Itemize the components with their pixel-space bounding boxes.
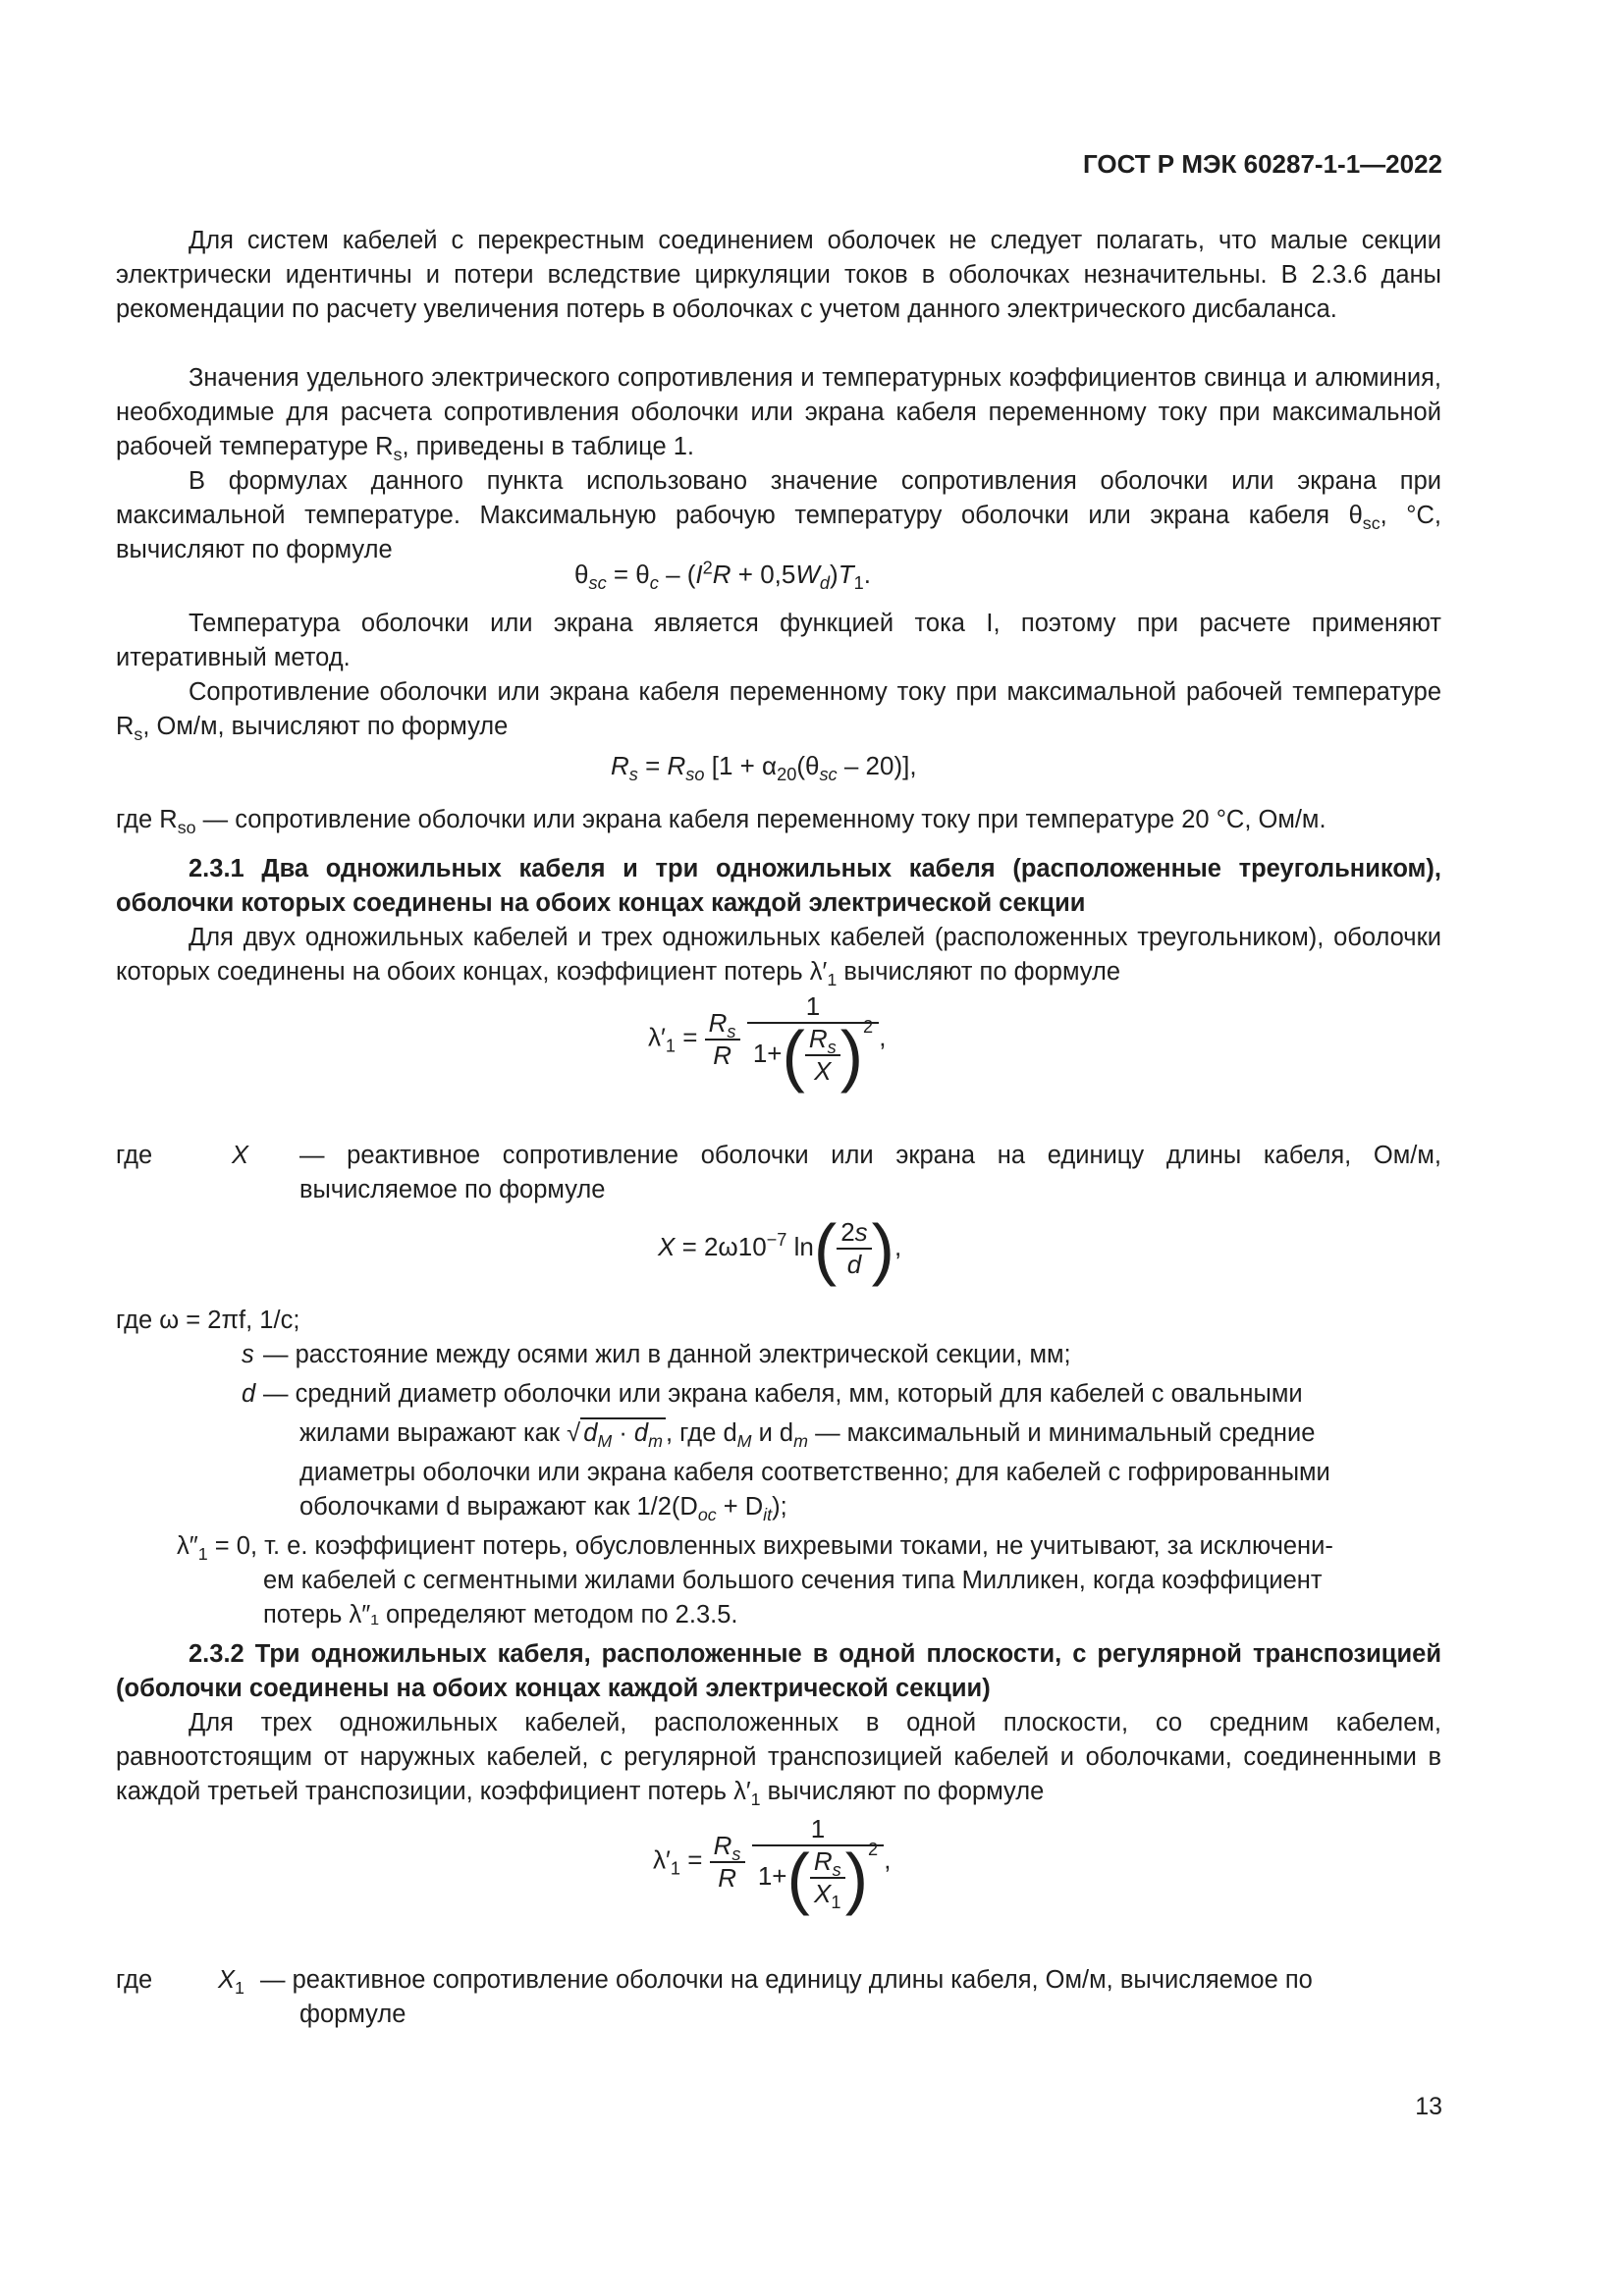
document-header: ГОСТ Р МЭК 60287-1-1—2022 [1082, 149, 1442, 179]
where-d-text-2: жилами выражают как √ $d_M \cdot d_m$ , где $d_M$ и $d_m$ — максимальный и минимальный средние [299, 1419, 1316, 1452]
where-d-text-4: оболочками d выражают как $1/2(D_{oc} + D_{it})$; [299, 1493, 787, 1525]
where-x-symbol: X [232, 1142, 249, 1169]
where-x-label: где [116, 1142, 153, 1169]
where-d-symbol: d [242, 1380, 256, 1408]
where-omega: где ω = 2πf, 1/с; [116, 1307, 300, 1334]
formula-loss-factor-flat: $\lambda'_1$ = $\frac{R_s}{R}$ 1 1+( $\frac{R_s}{X_1}$ )$^2$ , [653, 1814, 892, 1916]
paragraph-8: Для трех одножильных кабелей, расположенных в одной плоскости, со средним кабелем, равноотстоящим от наружных кабелей, с регулярной транспозицией кабелей и оболочками, соединенными в каждой третьей транспозиции, коэффициент потерь $\lambda'_1$ вычисляют по формуле [116, 1709, 1441, 1810]
paragraph-2: Значения удельного электрического сопротивления и температурных коэффициентов свинца и алюминия, необходимые для расчета сопротивления оболочки или экрана кабеля переменному току при максимальной рабочей температуре $R_s$, приведены в таблице 1. [116, 364, 1441, 465]
paragraph-7: Для двух одножильных кабелей и трех одножильных кабелей (расположенных треугольником), оболочки которых соединены на обоих концах, коэффициент потерь $\lambda'_1$ вычисляют по формуле [116, 924, 1441, 990]
where-lambda2-line-1: $\lambda''_1 = 0$, т. е. коэффициент потерь, обусловленных вихревыми токами, не учитывают, за исключени- [177, 1532, 1333, 1565]
where-lambda2-line-2: ем кабелей с сегментными жилами большого сечения типа Милликен, когда коэффициент [263, 1567, 1323, 1594]
where-lambda2-line-3: потерь λ″₁ определяют методом по 2.3.5. [263, 1601, 738, 1629]
where-rso: где $R_{so}$ — сопротивление оболочки или экрана кабеля переменному току при температуре 20 °С, Ом/м. [116, 806, 1326, 838]
paragraph-1: Для систем кабелей с перекрестным соединением оболочек не следует полагать, что малые секции электрически идентичны и потери вследствие циркуляции токов в оболочках незначительны. В 2.3.6 даны рекомендации по расчету увеличения потерь в оболочках с учетом данного электрического дисбаланса. [116, 227, 1441, 323]
where-x1-symbol: $X_1$ [218, 1966, 244, 1999]
paragraph-3: В формулах данного пункта использовано значение сопротивления оболочки или экрана при максимальной температуре. Максимальную рабочую температуру оболочки или экрана кабеля $\theta_{sc}$, °С, вычисляют по формуле [116, 467, 1441, 563]
section-heading-2-3-1: 2.3.1 Два одножильных кабеля и три одножильных кабеля (расположенные треугольником), оболочки которых соединены на обоих концах каждой электрической секции [116, 855, 1441, 917]
where-x1-text-2: формуле [299, 2001, 406, 2028]
where-s-text: — расстояние между осями жил в данной электрической секции, мм; [263, 1341, 1071, 1368]
formula-sheath-temperature: $\theta_{sc} = \theta_c - (I^2R + 0,5W_d)T_1$. [574, 558, 871, 594]
where-d-text-3: диаметры оболочки или экрана кабеля соответственно; для кабелей с гофрированными [299, 1459, 1330, 1486]
paragraph-4: Температура оболочки или экрана является функцией тока I, поэтому при расчете применяют итеративный метод. [116, 610, 1441, 671]
formula-sheath-resistance: $R_s = R_{so}$ $[1 + \alpha_{20}(\theta_{sc} - 20)]$, [611, 751, 917, 785]
section-heading-2-3-2: 2.3.2 Три одножильных кабеля, расположенные в одной плоскости, с регулярной транспозицией (оболочки соединены на обоих концах каждой электрической секции) [116, 1640, 1441, 1702]
where-x1-text-1: — реактивное сопротивление оболочки на единицу длины кабеля, Ом/м, вычисляемое по [260, 1966, 1313, 1994]
where-x1-label: где [116, 1966, 153, 1994]
where-x-text: — реактивное сопротивление оболочки или экрана на единицу длины кабеля, Ом/м, вычисляемое по формуле [299, 1142, 1441, 1203]
page-number: 13 [1415, 2093, 1442, 2120]
where-s-symbol: s [242, 1341, 254, 1368]
formula-reactance: $X = 2\omega 10^{-7}$ ln( $\frac{2s}{d}$ ), [658, 1210, 902, 1287]
paragraph-5: Сопротивление оболочки или экрана кабеля переменному току при максимальной рабочей температуре $R_s$, Ом/м, вычисляют по формуле [116, 678, 1441, 745]
formula-loss-factor-triangle: $\lambda'_1$ = $\frac{R_s}{R}$ 1 1+( $\frac{R_s}{X}$ )$^2$ , [648, 991, 887, 1094]
where-d-text-1: — средний диаметр оболочки или экрана кабеля, мм, который для кабелей с овальными [263, 1380, 1303, 1408]
